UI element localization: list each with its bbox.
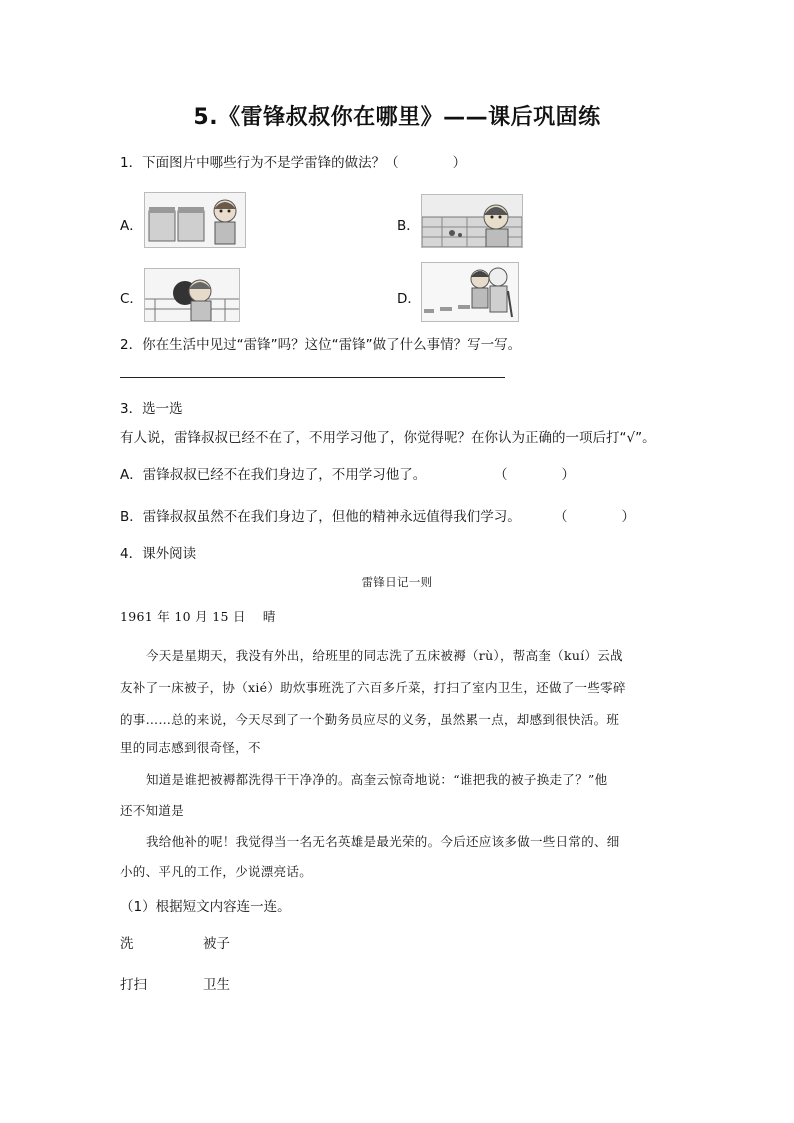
sub-question-1: （1）根据短文内容连一连。 (120, 899, 291, 915)
match-left-item[interactable]: 洗 (120, 936, 134, 952)
question-4-heading: 4．课外阅读 (120, 546, 197, 562)
match-right-item[interactable]: 被子 (203, 936, 230, 952)
passage-date: 1961 年 10 月 15 日 晴 (120, 609, 276, 624)
option-a-answer-parens[interactable]: （ ） (494, 467, 575, 483)
option-b-label: B． (397, 218, 420, 234)
match-right-item[interactable]: 卫生 (203, 977, 230, 993)
question-3-heading: 3．选一选 (120, 401, 183, 417)
option-b-answer-parens[interactable]: （ ） (554, 509, 635, 525)
passage-line: 还不知道是 (120, 803, 185, 818)
option-a-label: A． (120, 218, 143, 234)
option-d-image (421, 262, 519, 322)
page-title: 5.《雷锋叔叔你在哪里》——课后巩固练 (193, 105, 601, 130)
match-left-item[interactable]: 打扫 (120, 977, 147, 993)
question-3-intro: 有人说，雷锋叔叔已经不在了，不用学习他了，你觉得呢？在你认为正确的一项后打“√”。 (120, 430, 656, 446)
passage-line: 的事……总的来说，今天尽到了一个勤务员应尽的义务，虽然累一点，却感到很快活。班 (120, 712, 620, 727)
option-b-image (421, 194, 523, 248)
passage-line: 友补了一床被子，协（xié）助炊事班洗了六百多斤菜，打扫了室内卫生，还做了一些零碎 (120, 680, 626, 695)
question-1-text: 1．下面图片中哪些行为不是学雷锋的做法？（ ） (120, 155, 467, 171)
option-c-image (144, 268, 240, 322)
answer-line[interactable] (120, 377, 505, 378)
option-a-image (144, 192, 246, 248)
passage-line: 小的、平凡的工作，少说漂亮话。 (120, 864, 313, 879)
passage-line: 今天是星期天，我没有外出，给班里的同志洗了五床被褥（rù），帮高奎（kuí）云战 (146, 648, 623, 663)
option-d-label: D． (397, 291, 421, 307)
option-c-label: C． (120, 291, 143, 307)
passage-line: 知道是谁把被褥都洗得干干净净的。高奎云惊奇地说：“谁把我的被子换走了？”他 (146, 772, 608, 787)
passage-line: 我给他补的呢！我觉得当一名无名英雄是最光荣的。今后还应该多做一些日常的、细 (146, 834, 620, 849)
passage-line: 里的同志感到很奇怪，不 (120, 740, 261, 755)
question-3-option-b: B．雷锋叔叔虽然不在我们身边了，但他的精神永远值得我们学习。 (120, 509, 521, 525)
passage-title: 雷锋日记一则 (361, 575, 433, 589)
question-2-text: 2．你在生活中见过“雷锋”吗？这位“雷锋”做了什么事情？写一写。 (120, 337, 522, 353)
question-3-option-a: A．雷锋叔叔已经不在我们身边了，不用学习他了。 (120, 467, 427, 483)
